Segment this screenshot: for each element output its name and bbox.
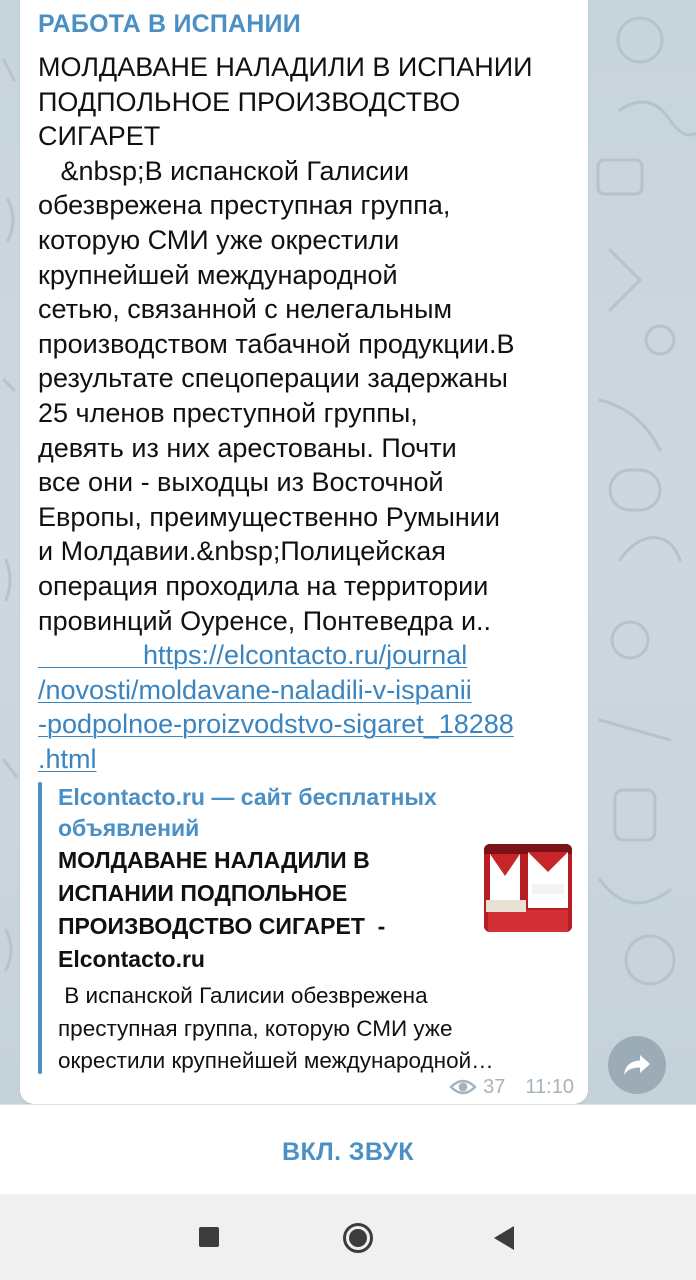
message-line: ПОДПОЛЬНОЕ ПРОИЗВОДСТВО xyxy=(38,86,461,117)
share-button[interactable] xyxy=(608,1036,666,1094)
share-arrow-icon xyxy=(622,1052,652,1078)
preview-thumbnail[interactable] xyxy=(484,844,572,932)
message-line: которую СМИ уже окрестили xyxy=(38,224,400,255)
preview-accent-bar xyxy=(38,782,42,1074)
message-line: &nbsp;В испанской Галисии xyxy=(38,155,410,186)
triangle-back-icon[interactable] xyxy=(492,1225,516,1251)
channel-bottom-bar xyxy=(0,1104,696,1195)
article-link[interactable]: -podpolnoe-proizvodstvo-sigaret_18288 xyxy=(38,709,514,740)
preview-title-line: МОЛДАВАНЕ НАЛАДИЛИ В xyxy=(58,847,370,873)
message-line: обезврежена преступная группа, xyxy=(38,190,451,221)
article-link[interactable]: /novosti/moldavane-naladili-v-ispanii xyxy=(38,674,472,705)
circle-icon[interactable] xyxy=(342,1222,374,1254)
preview-site-line: Elcontacto.ru — сайт бесплатных xyxy=(58,784,437,810)
preview-site-line: объявлений xyxy=(58,815,200,841)
message-line: МОЛДАВАНЕ НАЛАДИЛИ В ИСПАНИИ xyxy=(38,52,533,82)
preview-title-line: Elcontacto.ru xyxy=(58,946,205,972)
unmute-button[interactable]: ВКЛ. ЗВУК xyxy=(282,1137,414,1166)
article-link[interactable]: .html xyxy=(38,743,97,774)
message-line: 25 членов преступной группы, xyxy=(38,397,418,428)
preview-description xyxy=(58,980,574,1078)
preview-desc-line: окрестили крупнейшей международной… xyxy=(58,1048,494,1073)
message-line: Европы, преимущественно Румынии xyxy=(38,501,500,532)
message-line: сетью, связанной с нелегальным xyxy=(38,294,453,325)
preview-desc-line: преступная группа, которую СМИ уже xyxy=(58,1015,453,1041)
eye-icon xyxy=(449,1077,477,1097)
preview-title-line: ИСПАНИИ ПОДПОЛЬНОЕ xyxy=(58,880,348,906)
preview-site-name xyxy=(58,782,478,844)
preview-desc-line: В испанской Галисии обезврежена xyxy=(58,983,428,1008)
view-count: 37 xyxy=(483,1075,506,1098)
system-navigation-bar xyxy=(0,1194,696,1280)
message-line: девять из них арестованы. Почти xyxy=(38,432,457,463)
message-line: результате спецоперации задержаны xyxy=(38,363,508,394)
message-meta xyxy=(449,1074,574,1100)
message-line: производством табачной продукции.В xyxy=(38,328,515,359)
square-icon[interactable] xyxy=(199,1227,219,1247)
message-line: операция проходила на территории xyxy=(38,570,489,601)
channel-name[interactable]: РАБОТА В ИСПАНИИ xyxy=(38,10,301,38)
message-bubble[interactable] xyxy=(20,0,588,1104)
message-line: провинций Оуренсе, Понтеведра и.. xyxy=(38,605,492,636)
message-line: все они - выходцы из Восточной xyxy=(38,467,444,498)
message-text xyxy=(38,50,578,776)
preview-title-line: ПРОИЗВОДСТВО СИГАРЕТ - xyxy=(58,913,386,939)
message-time: 11:10 xyxy=(525,1075,574,1098)
article-link[interactable]: https://elcontacto.ru/journal xyxy=(38,640,468,671)
message-line: СИГАРЕТ xyxy=(38,121,161,152)
cigarette-pack-image xyxy=(484,844,572,932)
link-preview[interactable] xyxy=(38,782,578,1074)
message-line: крупнейшей международной xyxy=(38,259,398,290)
preview-title xyxy=(58,844,468,976)
message-line: и Молдавии.&nbsp;Полицейская xyxy=(38,536,446,567)
